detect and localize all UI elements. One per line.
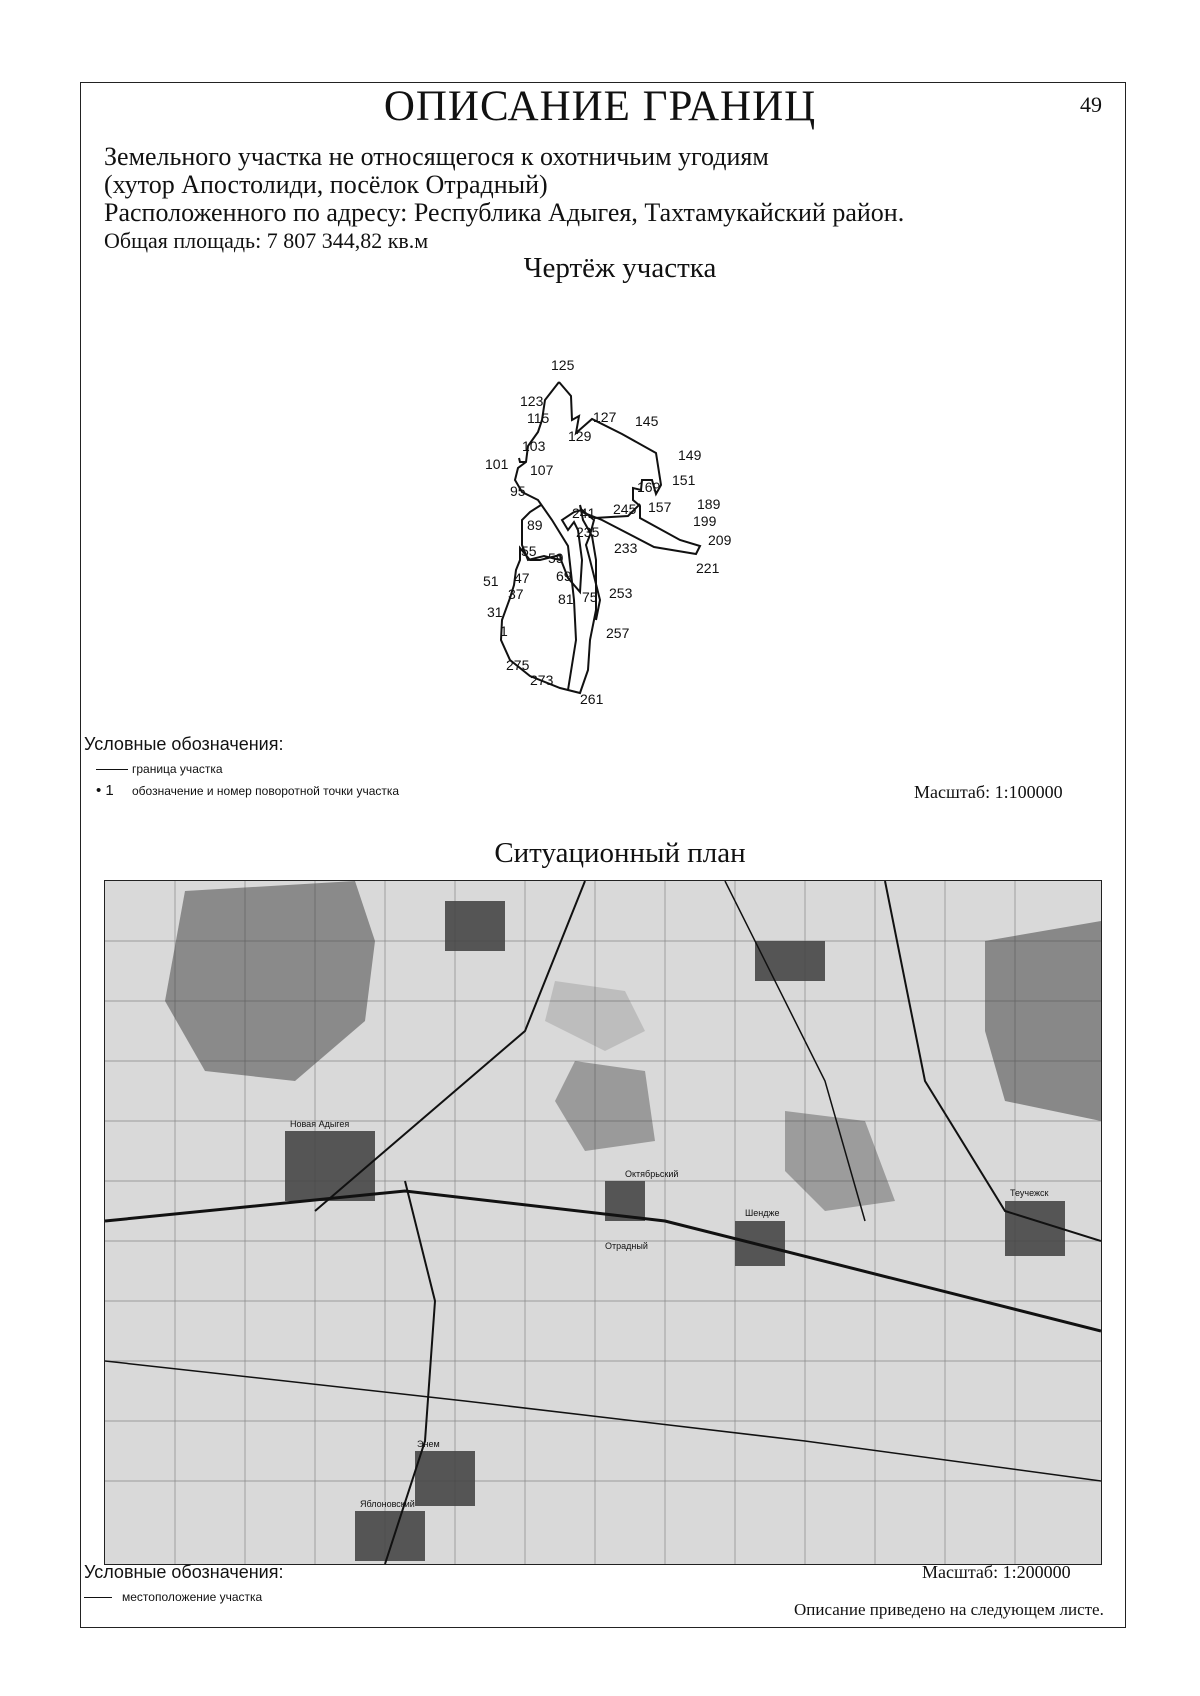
footer-note: Описание приведено на следующем листе. bbox=[794, 1600, 1104, 1619]
svg-text:261: 261 bbox=[580, 691, 604, 705]
svg-text:81: 81 bbox=[558, 591, 574, 607]
legend-boundary bbox=[96, 762, 223, 776]
svg-text:51: 51 bbox=[483, 573, 499, 589]
svg-text:241: 241 bbox=[572, 505, 596, 521]
svg-text:107: 107 bbox=[530, 462, 554, 478]
svg-text:31: 31 bbox=[487, 604, 503, 620]
svg-text:221: 221 bbox=[696, 560, 720, 576]
svg-text:233: 233 bbox=[614, 540, 638, 556]
legend-point bbox=[96, 782, 399, 799]
svg-text:89: 89 bbox=[527, 517, 543, 533]
svg-text:129: 129 bbox=[568, 428, 592, 444]
svg-text:145: 145 bbox=[635, 413, 659, 429]
svg-text:127: 127 bbox=[593, 409, 617, 425]
legend-location-label: местоположение участка bbox=[122, 1590, 263, 1604]
parcel-boundary bbox=[501, 382, 700, 693]
svg-text:Отрадный: Отрадный bbox=[605, 1241, 648, 1251]
total-area: Общая площадь: 7 807 344,82 кв.м bbox=[104, 228, 429, 253]
drawing-title: Чертёж участка bbox=[523, 252, 717, 284]
svg-text:Новая Адыгея: Новая Адыгея bbox=[290, 1119, 350, 1129]
svg-text:245: 245 bbox=[613, 501, 637, 517]
point-symbol: • 1 bbox=[96, 782, 114, 799]
svg-text:209: 209 bbox=[708, 532, 732, 548]
svg-text:275: 275 bbox=[506, 657, 530, 673]
svg-text:253: 253 bbox=[609, 585, 633, 601]
svg-text:55: 55 bbox=[521, 543, 537, 559]
plan-legend-title: Условные обозначения: bbox=[84, 1562, 284, 1582]
description-line-2: (хутор Апостолиди, посёлок Отрадный) bbox=[104, 170, 548, 199]
svg-text:59: 59 bbox=[548, 550, 564, 566]
svg-text:37: 37 bbox=[508, 586, 524, 602]
legend-point-label: обозначение и номер поворотной точки участка bbox=[132, 784, 400, 798]
svg-text:1: 1 bbox=[500, 623, 508, 639]
svg-text:Шендже: Шендже bbox=[745, 1208, 780, 1218]
drawing-scale: Масштаб: 1:100000 bbox=[914, 782, 1063, 802]
legend-boundary-label: граница участка bbox=[132, 762, 223, 776]
page-title: ОПИСАНИЕ ГРАНИЦ bbox=[383, 83, 817, 130]
location-line-symbol bbox=[84, 1597, 112, 1598]
svg-text:151: 151 bbox=[672, 472, 696, 488]
svg-text:157: 157 bbox=[648, 499, 672, 515]
legend-location bbox=[84, 1590, 262, 1604]
svg-text:Октябрьский: Октябрьский bbox=[625, 1169, 679, 1179]
svg-text:199: 199 bbox=[693, 513, 717, 529]
svg-text:Теучежск: Теучежск bbox=[1010, 1188, 1049, 1198]
svg-text:189: 189 bbox=[697, 496, 721, 512]
svg-text:75: 75 bbox=[582, 589, 598, 605]
parcel-drawing bbox=[470, 345, 740, 705]
svg-text:47: 47 bbox=[514, 570, 530, 586]
svg-text:149: 149 bbox=[678, 447, 702, 463]
page-number: 49 bbox=[1080, 92, 1102, 117]
svg-text:95: 95 bbox=[510, 483, 526, 499]
svg-text:101: 101 bbox=[485, 456, 509, 472]
svg-text:115: 115 bbox=[527, 410, 550, 426]
svg-text:257: 257 bbox=[606, 625, 630, 641]
description-line-1: Земельного участка не относящегося к охотничьим угодиям bbox=[104, 142, 769, 171]
address-line: Расположенного по адресу: Республика Адыгея, Тахтамукайский район. bbox=[104, 198, 905, 227]
svg-text:103: 103 bbox=[522, 438, 546, 454]
svg-text:69: 69 bbox=[556, 568, 572, 584]
svg-text:123: 123 bbox=[520, 393, 544, 409]
plan-scale: Масштаб: 1:200000 bbox=[922, 1562, 1071, 1582]
svg-text:Яблоновский: Яблоновский bbox=[360, 1499, 415, 1509]
reservoir-east bbox=[985, 921, 1101, 1121]
svg-text:Энем: Энем bbox=[417, 1439, 440, 1449]
svg-text:235: 235 bbox=[576, 524, 600, 540]
plan-title: Ситуационный план bbox=[494, 837, 746, 869]
svg-text:273: 273 bbox=[530, 672, 554, 688]
situational-map bbox=[104, 880, 1102, 1565]
svg-text:125: 125 bbox=[551, 357, 575, 373]
legend-title: Условные обозначения: bbox=[84, 734, 284, 754]
svg-text:169: 169 bbox=[637, 479, 661, 495]
boundary-line-symbol bbox=[96, 769, 128, 770]
